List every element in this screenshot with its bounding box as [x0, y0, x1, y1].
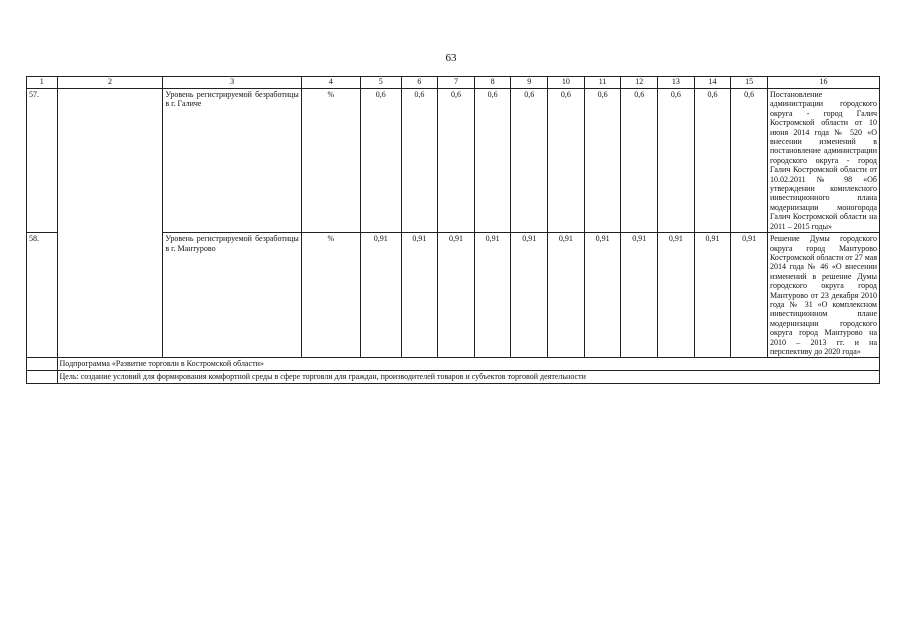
- value-cell: 0,91: [511, 233, 548, 358]
- header-cell: 4: [301, 77, 360, 89]
- unit-cell: %: [301, 89, 360, 233]
- header-cell: 10: [548, 77, 585, 89]
- value-cell: 0,91: [401, 233, 438, 358]
- value-cell: 0,6: [658, 89, 695, 233]
- header-cell: 8: [474, 77, 511, 89]
- header-cell: 12: [621, 77, 658, 89]
- empty-column-2-cell: [57, 89, 163, 358]
- unit-cell: %: [301, 233, 360, 358]
- header-cell: 15: [731, 77, 768, 89]
- page-number: 63: [445, 52, 457, 64]
- value-cell: 0,6: [621, 89, 658, 233]
- value-cell: 0,6: [360, 89, 401, 233]
- value-cell: 0,91: [658, 233, 695, 358]
- header-cell: 7: [438, 77, 475, 89]
- value-cell: 0,6: [548, 89, 585, 233]
- value-cell: 0,91: [438, 233, 475, 358]
- header-cell: 9: [511, 77, 548, 89]
- value-cell: 0,6: [584, 89, 621, 233]
- value-cell: 0,6: [474, 89, 511, 233]
- value-cell: 0,6: [731, 89, 768, 233]
- empty-number-cell: [27, 371, 58, 384]
- header-cell: 13: [658, 77, 695, 89]
- value-cell: 0,6: [438, 89, 475, 233]
- row-number: 57.: [27, 89, 58, 233]
- header-cell: 16: [767, 77, 879, 89]
- value-cell: 0,91: [474, 233, 511, 358]
- value-cell: 0,91: [548, 233, 585, 358]
- indicator-name: Уровень регистрируемой безработицы в г. Мантурово: [163, 233, 301, 358]
- value-cell: 0,91: [360, 233, 401, 358]
- column-number-row: [27, 77, 880, 89]
- value-cell: 0,6: [511, 89, 548, 233]
- value-cell: 0,6: [694, 89, 731, 233]
- basis-document: Постановление администрации городского округа - город Галич Костромской области от 10 июня 2014 года № 520 «О внесении изменений в постановление администрации городского округа - город Галич Костромской области от 10.02.2011 № 98 «Об утверждении комплексного инвестиционного плана модернизации моногорода Галич Костромской области на 2011 – 2015 годы»: [767, 89, 879, 233]
- indicators-table: [26, 76, 880, 384]
- header-cell: 11: [584, 77, 621, 89]
- value-cell: 0,91: [694, 233, 731, 358]
- value-cell: 0,91: [731, 233, 768, 358]
- header-cell: 5: [360, 77, 401, 89]
- header-cell: 6: [401, 77, 438, 89]
- header-cell: 3: [163, 77, 301, 89]
- row-number: 58.: [27, 233, 58, 358]
- value-cell: 0,91: [584, 233, 621, 358]
- basis-document: Решение Думы городского округа город Мантурово Костромской области от 27 мая 2014 года № 46 «О внесении изменений в решение Думы городского округа город Мантурово от 23 декабря 2010 года № 31 «О комплексном инвестиционном плане модернизации городского округа город Мантурово на 2010 – 2013 гг. и на перспективу до 2020 года»: [767, 233, 879, 358]
- table-row: [27, 89, 880, 233]
- header-cell: 2: [57, 77, 163, 89]
- empty-number-cell: [27, 358, 58, 371]
- goal-row: [27, 371, 880, 384]
- value-cell: 0,91: [621, 233, 658, 358]
- subprogram-row: [27, 358, 880, 371]
- header-cell: 1: [27, 77, 58, 89]
- subprogram-title: Подпрограмма «Развитие торговли в Костромской области»: [57, 358, 879, 371]
- value-cell: 0,6: [401, 89, 438, 233]
- goal-text: Цель: создание условий для формирования комфортной среды в сфере торговли для граждан, производителей товаров и субъектов торговой деятельности: [57, 371, 879, 384]
- header-cell: 14: [694, 77, 731, 89]
- indicator-name: Уровень регистрируемой безработицы в г. Галиче: [163, 89, 301, 233]
